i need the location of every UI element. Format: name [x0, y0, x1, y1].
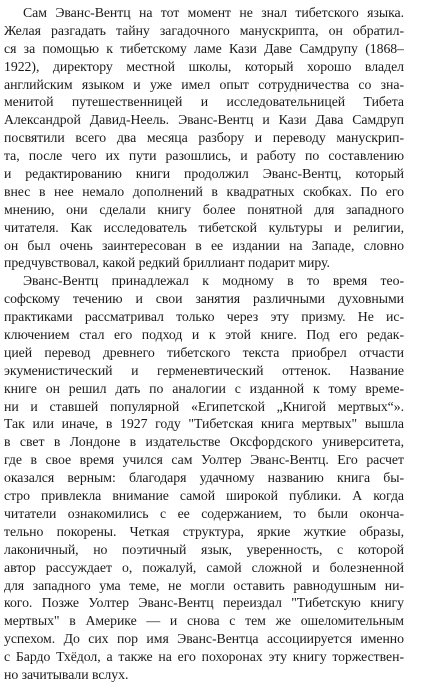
- text-line: и редактированию книги продолжил Эванс-Вентц, который: [4, 166, 404, 182]
- text-line: лаконичный, но поэтичный язык, уверенность, с которой: [4, 541, 404, 557]
- text-line: где в свое время учился сам Уолтер Эванс-Вентц. Его расчет: [4, 452, 404, 468]
- text-line: кого. Позже Уолтер Эванс-Вентц переиздал "Тибетскую книгу: [4, 595, 404, 611]
- text-line: тельно покорены. Четкая структура, яркие жуткие образы,: [4, 523, 404, 539]
- text-line: но зачитывали вслух.: [4, 666, 129, 682]
- text-line: практиками рассматривал только через эту призму. Не ис-: [4, 309, 404, 325]
- text-line: мнению, они сделали книгу более понятной для западного: [4, 201, 404, 217]
- text-line: предчувствовал, какой редкий бриллиант подарит миру.: [4, 255, 330, 271]
- paragraph-1: [4, 4, 404, 272]
- text-line: Сам Эванс-Вентц на тот момент не знал тибетского языка.: [23, 5, 404, 20]
- text-line: оказался верным: благодаря удачному названию книга бы-: [4, 470, 404, 486]
- text-line: книге он решил дать по аналогии с изданной к тому време-: [4, 380, 404, 396]
- text-line: успехом. До сих пор имя Эванс-Вентца ассоциируется именно: [4, 631, 404, 647]
- text-line: внес в нее немало дополнений в квадратных скобках. По его: [4, 183, 404, 199]
- text-line: софскому течению и свои занятия различными духовными: [4, 291, 404, 307]
- text-line: цией перевод древнего тибетского текста приобрел отчасти: [4, 344, 404, 360]
- text-line: читатели ознакомились с ее содержанием, то были оконча-: [4, 505, 404, 521]
- text-line: Александрой Давид-Неель. Эванс-Вентц и Кази Дава Самдруп: [4, 112, 404, 128]
- text-line: Желая разгадать тайну загадочного манускрипта, он обратил-: [4, 22, 404, 38]
- text-line: менитой путешественницей и исследовательницей Тибета: [4, 94, 404, 110]
- paragraph-2: [4, 272, 404, 683]
- text-line: та, после чего их пути разошлись, и работу по составлению: [4, 148, 404, 164]
- text-line: стро привлекла внимание самой широкой публики. А когда: [4, 488, 404, 504]
- text-line: Эванс-Вентц принадлежал к модному в то время тео-: [23, 273, 404, 289]
- text-line: английским языком и уже имел опыт сотрудничества со зна-: [4, 76, 404, 92]
- text-line: для западного ума теме, не могли оставить равнодушным ни-: [4, 577, 404, 593]
- text-line: экуменистический и герменевтический оттенок. Название: [4, 362, 404, 378]
- text-line: Так или иначе, в 1927 году "Тибетская книга мертвых" вышла: [4, 416, 404, 432]
- text-line: посвятили всего два месяца разбору и переводу манускрип-: [4, 130, 404, 146]
- text-line: ся за помощью к тибетскому ламе Кази Даве Самдрупу (1868–: [4, 40, 404, 56]
- book-page: [4, 4, 404, 684]
- text-line: с Бардо Тхёдол, а также на его похоронах эту книгу торжествен-: [4, 649, 404, 665]
- text-line: читателя. Как исследователь тибетской культуры и религии,: [4, 219, 404, 235]
- text-line: ни и ставшей популярной «Египетской „Книгой мертвых“».: [4, 398, 404, 414]
- text-line: автор рассуждает о, пожалуй, самой сложной и болезненной: [4, 559, 404, 575]
- text-line: в свет в Лондоне в издательстве Оксфордского университета,: [4, 434, 404, 450]
- text-line: 1922), директору местной школы, который хорошо владел: [4, 58, 404, 74]
- text-line: мертвых" в Америке — и снова с тем же ошеломительным: [4, 613, 404, 629]
- text-line: он был очень заинтересован в ее издании на Западе, словно: [4, 237, 404, 253]
- text-line: ключением стал его подход и к этой книге. Под его редак-: [4, 327, 404, 343]
